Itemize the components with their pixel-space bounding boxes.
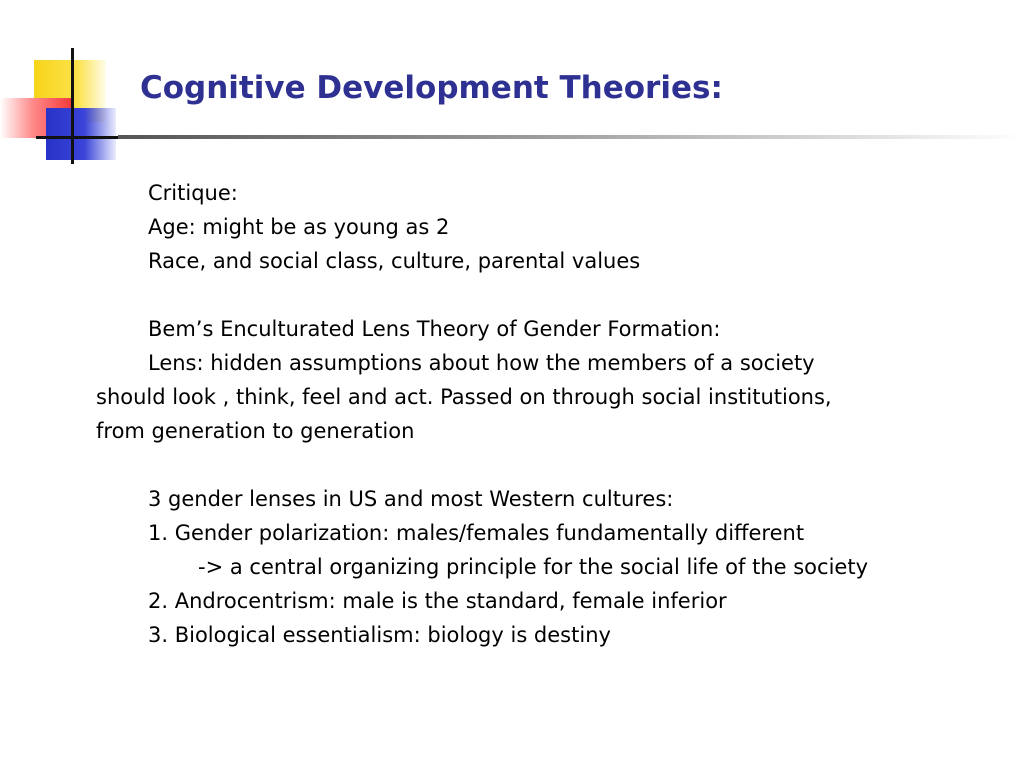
bem-theory-heading: Bem’s Enculturated Lens Theory of Gender Formation: <box>148 317 721 341</box>
lens-item-1-subpoint: -> a central organizing principle for the social life of the society <box>198 555 868 579</box>
logo-vertical-line <box>71 48 74 164</box>
logo-blue-square <box>46 108 116 160</box>
critique-heading: Critique: <box>148 181 238 205</box>
lens-definition-line-1: Lens: hidden assumptions about how the members of a society <box>148 351 815 375</box>
lens-item-1: 1. Gender polarization: males/females fundamentally different <box>148 521 805 545</box>
lens-item-2: 2. Androcentrism: male is the standard, female inferior <box>148 589 727 613</box>
lens-definition-line-3: from generation to generation <box>96 419 415 443</box>
crosshair-squares-logo-icon <box>0 0 140 170</box>
lens-definition-line-2: should look , think, feel and act. Passed on through social institutions, <box>96 385 832 409</box>
logo-horizontal-line <box>36 136 122 139</box>
slide-title: Cognitive Development Theories: <box>140 70 723 106</box>
title-underline-rule <box>118 135 1024 139</box>
critique-race-line: Race, and social class, culture, parental values <box>148 249 641 273</box>
gender-lenses-heading: 3 gender lenses in US and most Western cultures: <box>148 487 674 511</box>
lens-item-3: 3. Biological essentialism: biology is destiny <box>148 623 611 647</box>
critique-age-line: Age: might be as young as 2 <box>148 215 450 239</box>
